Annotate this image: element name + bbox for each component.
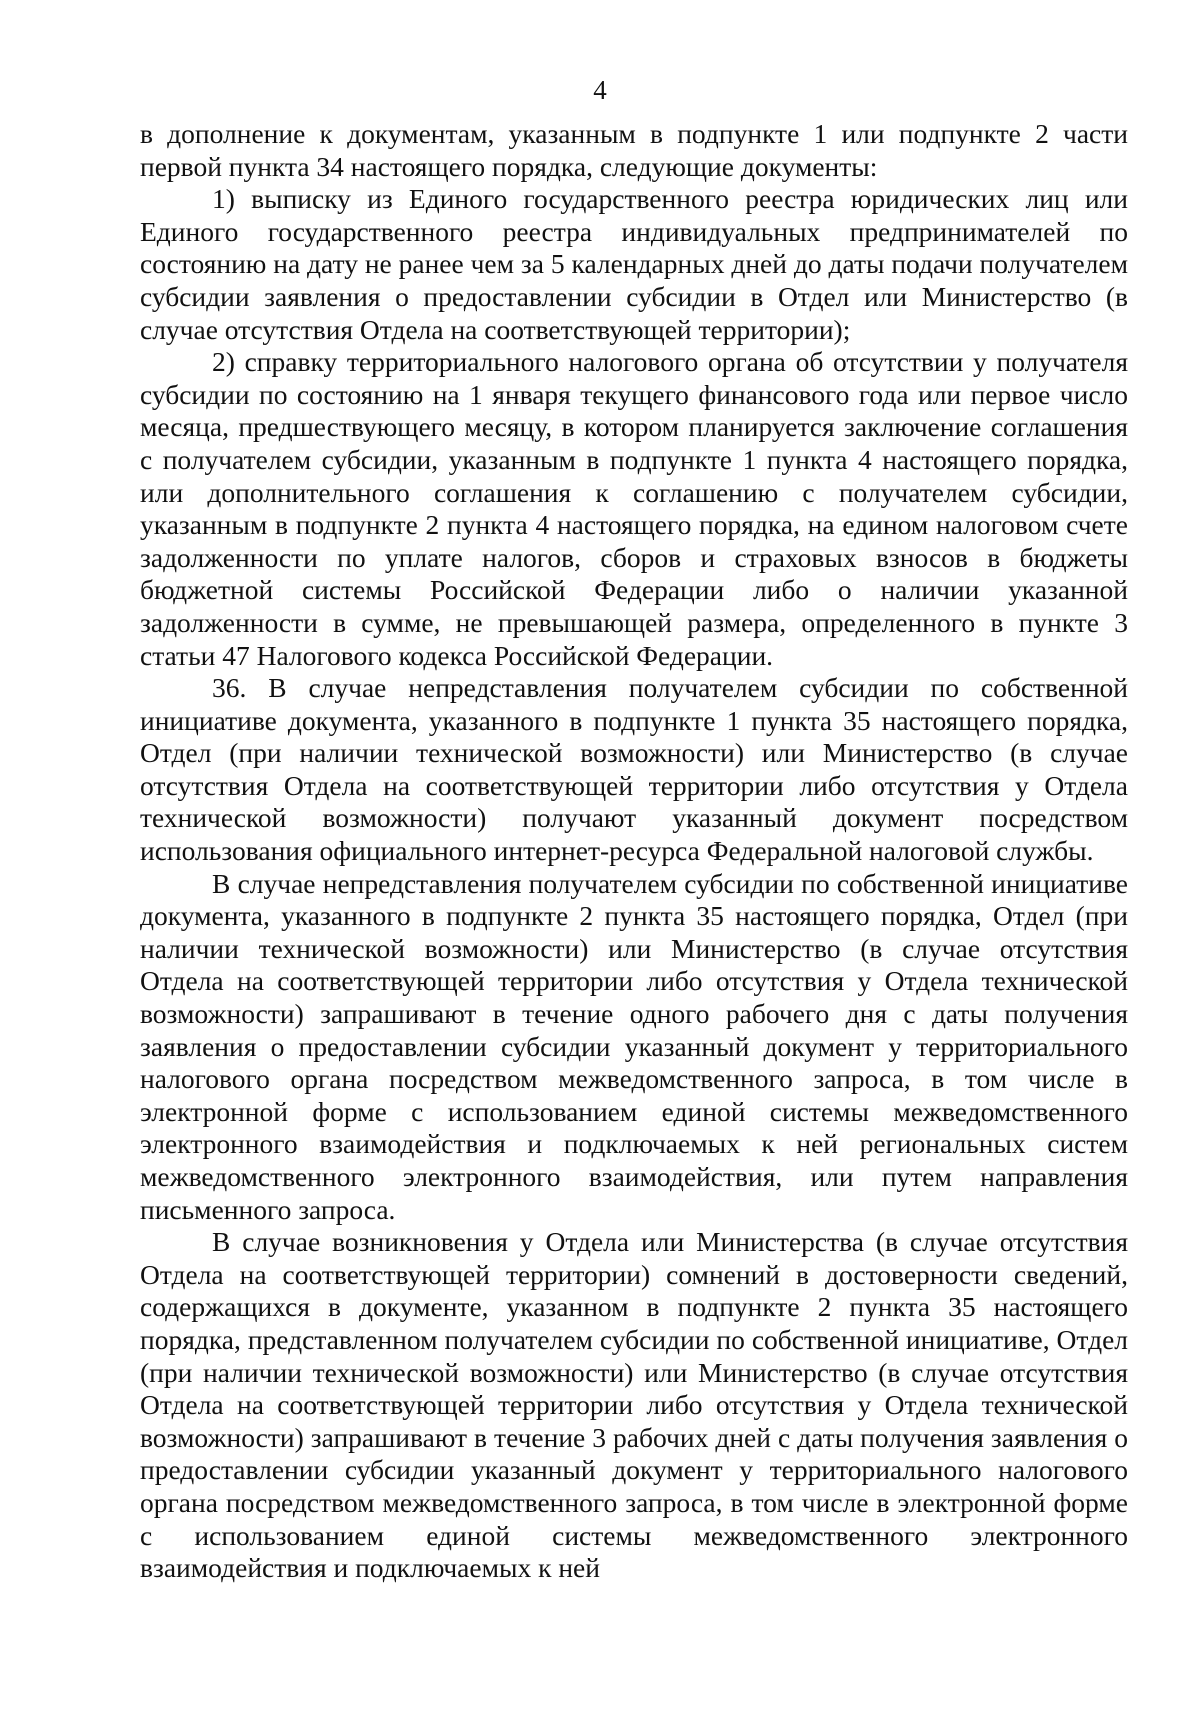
paragraph-clause-36-part-3: В случае возникновения у Отдела или Министерства (в случае отсутствия Отдела на соответствующей территории) сомнений в достоверности сведений, содержащихся в документе, указанном в подпункте 2 пункта 35 настоящего порядка, представленном получателем субсидии по собственной инициативе, Отдел (при наличии технической возможности) или Министерство (в случае отсутствия Отдела на соответствующей территории либо отсутствия у Отдела технической возможности) запрашивают в течение 3 рабочих дней с даты получения заявления о предоставлении субсидии указанный документ у территориального налогового органа посредством межведомственного запроса, в том числе в электронной форме с использованием единой системы межведомственного электронного взаимодействия и подключаемых к ней (140, 1226, 1128, 1584)
paragraph-continuation: в дополнение к документам, указанным в подпункте 1 или подпункте 2 части первой пункта 34 настоящего порядка, следующие документы: (140, 118, 1128, 182)
paragraph-clause-36: 36. В случае непредставления получателем субсидии по собственной инициативе документа, указанного в подпункте 1 пункта 35 настоящего порядка, Отдел (при наличии технической возможности) или Министерство (в случае отсутствия Отдела на соответствующей территории либо отсутствия у Отдела технической возможности) получают указанный документ посредством использования официального интернет-ресурса Федеральной налоговой службы. (140, 672, 1128, 867)
paragraph-item-1: 1) выписку из Единого государственного реестра юридических лиц или Единого государственного реестра индивидуальных предпринимателей по состоянию на дату не ранее чем за 5 календарных дней до даты подачи получателем субсидии заявления о предоставлении субсидии в Отдел или Министерство (в случае отсутствия Отдела на соответствующей территории); (140, 183, 1128, 345)
paragraph-clause-36-part-2: В случае непредставления получателем субсидии по собственной инициативе документа, указанного в подпункте 2 пункта 35 настоящего порядка, Отдел (при наличии технической возможности) или Министерство (в случае отсутствия Отдела на соответствующей территории либо отсутствия у Отдела технической возможности) запрашивают в течение одного рабочего дня с даты получения заявления о предоставлении субсидии указанный документ у территориального налогового органа посредством межведомственного запроса, в том числе в электронной форме с использованием единой системы межведомственного электронного взаимодействия и подключаемых к ней региональных систем межведомственного электронного взаимодействия, или путем направления письменного запроса. (140, 867, 1128, 1225)
page-number: 4 (593, 75, 607, 105)
paragraph-item-2: 2) справку территориального налогового органа об отсутствии у получателя субсидии по состоянию на 1 января текущего финансового года или первое число месяца, предшествующего месяцу, в котором планируется заключение соглашения с получателем субсидии, указанным в подпункте 1 пункта 4 настоящего порядка, или дополнительного соглашения к соглашению с получателем субсидии, указанным в подпункте 2 пункта 4 настоящего порядка, на едином налоговом счете задолженности по уплате налогов, сборов и страховых взносов в бюджеты бюджетной системы Российской Федерации либо о наличии указанной задолженности в сумме, не превышающей размера, определенного в пункте 3 статьи 47 Налогового кодекса Российской Федерации. (140, 346, 1128, 671)
document-body (140, 118, 1128, 1585)
